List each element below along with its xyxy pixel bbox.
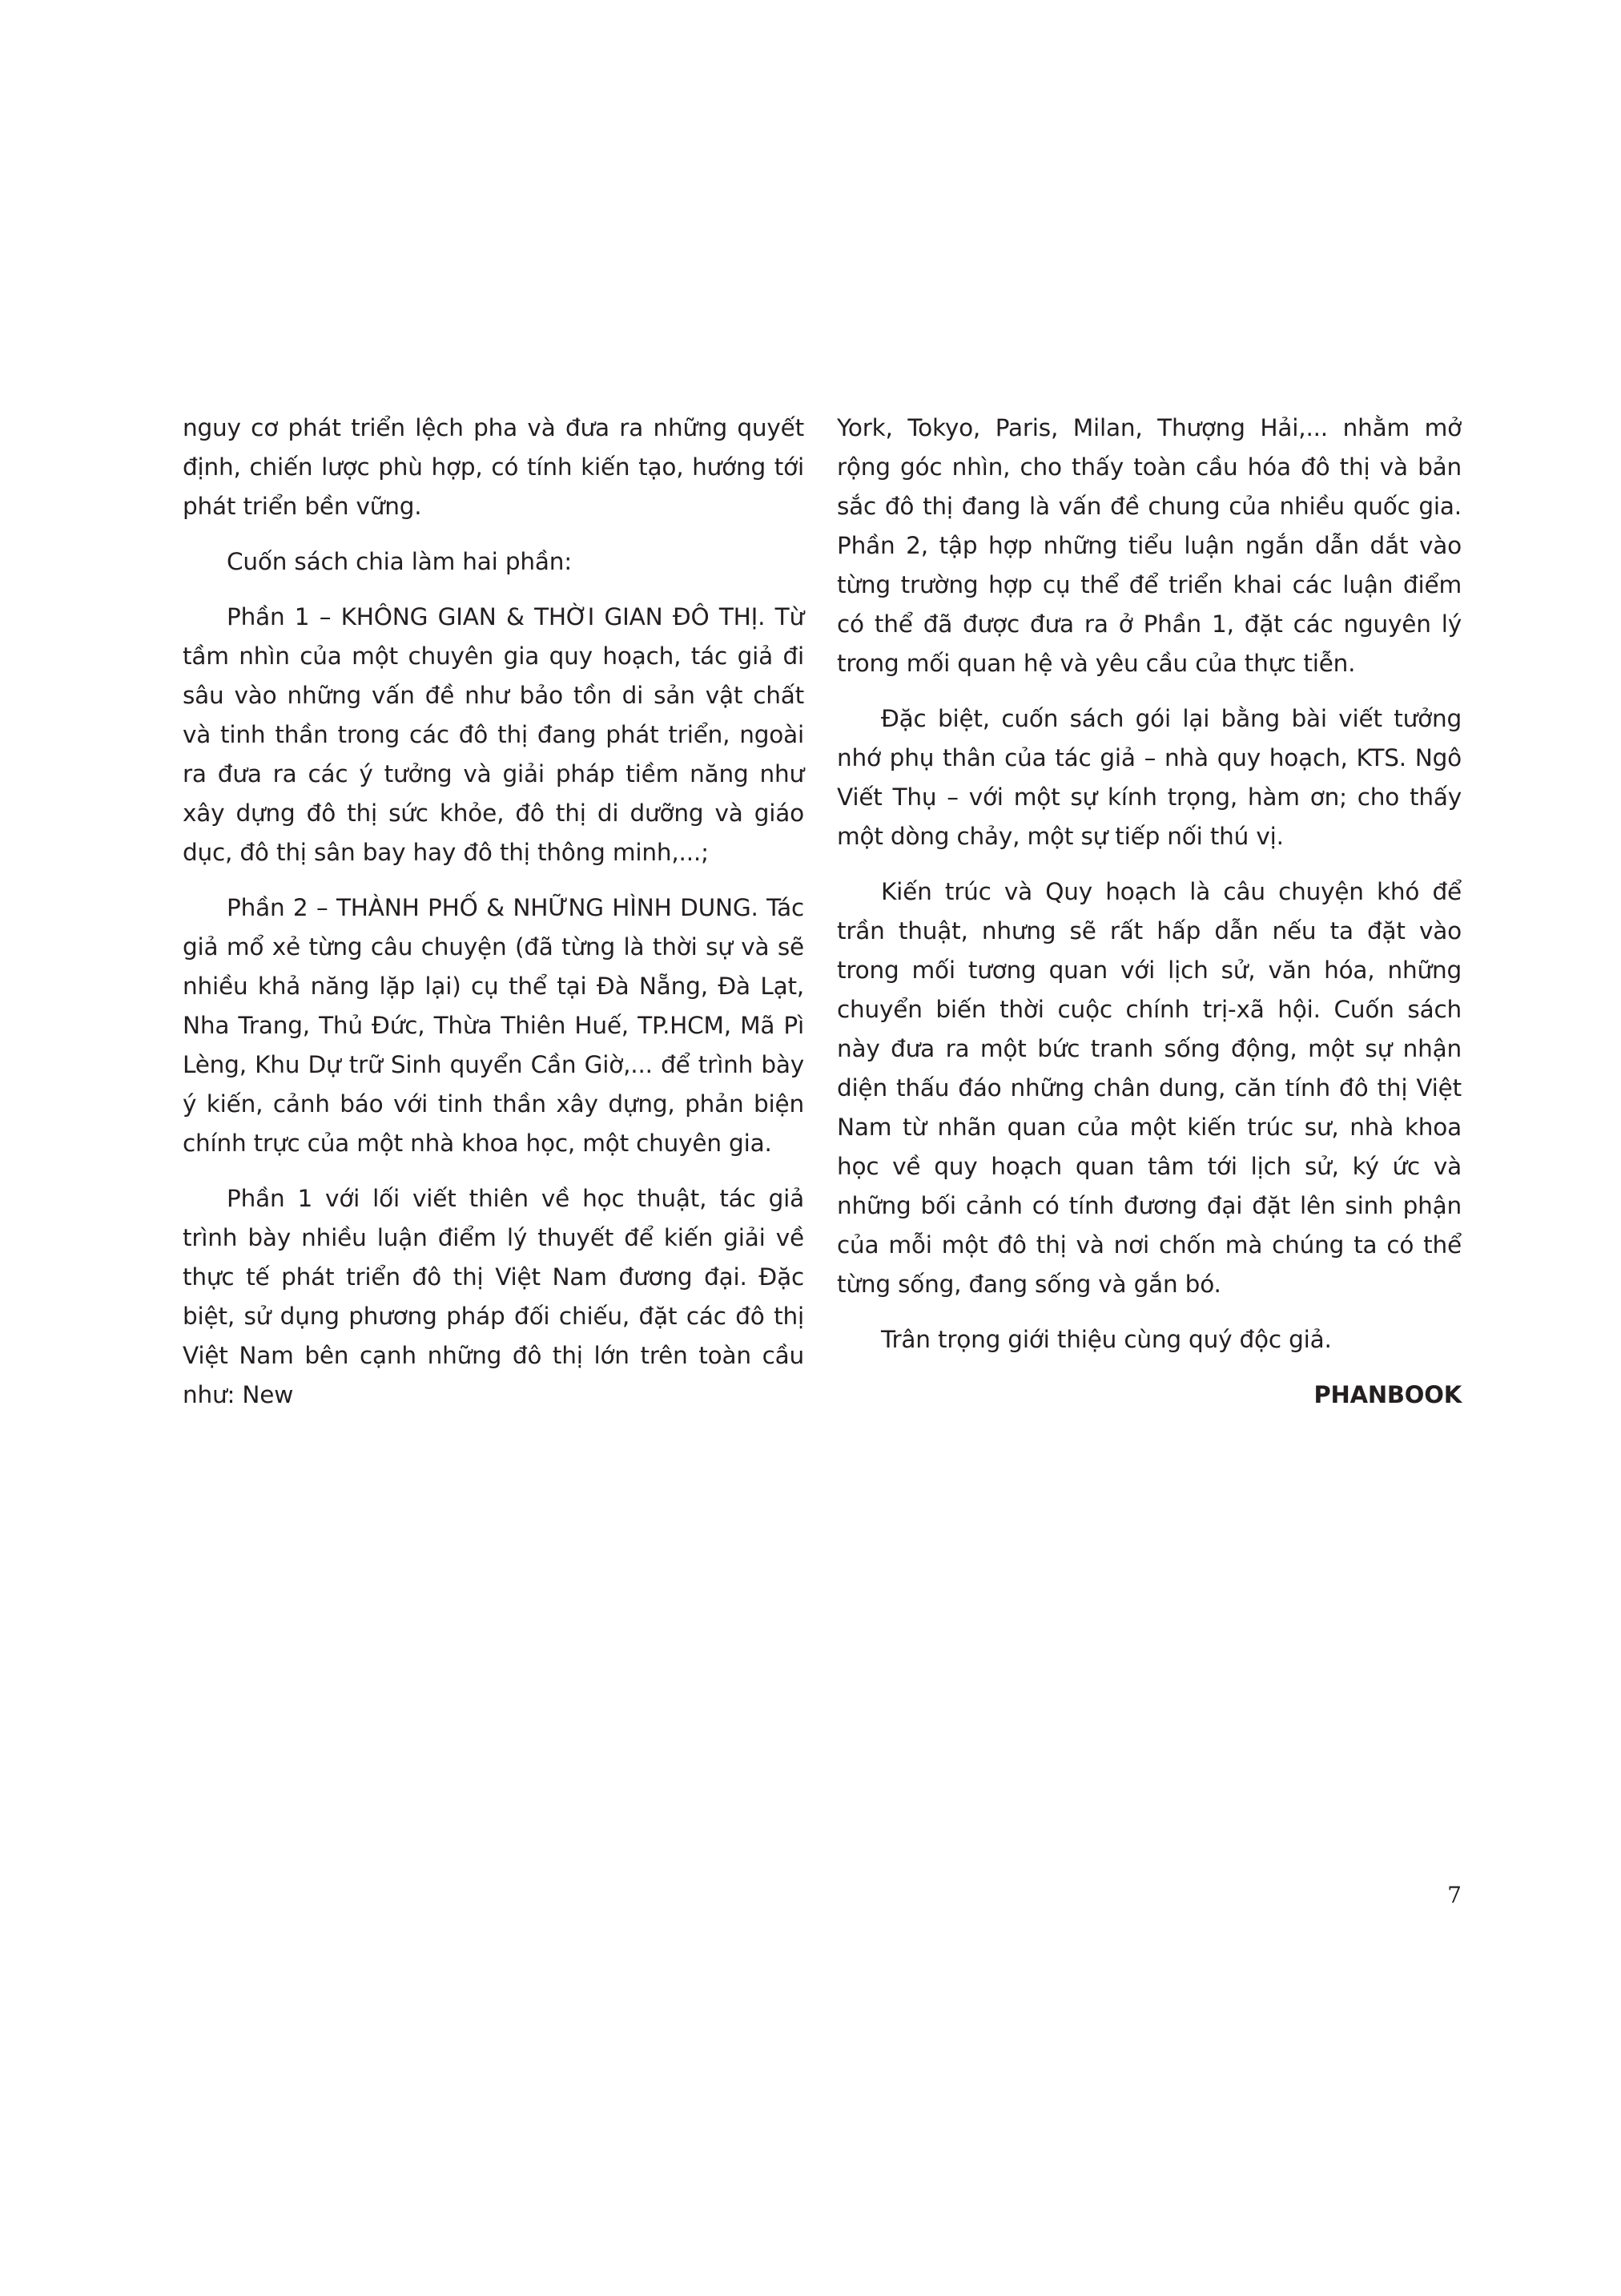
paragraph-book-structure: Cuốn sách chia làm hai phần: [227, 548, 572, 575]
paragraph-tribute: Đặc biệt, cuốn sách gói lại bằng bài viết tưởng nhớ phụ thân của tác giả – nhà quy hoạch, KTS. Ngô Viết Thụ – với một sự kính trọng, hàm ơn; cho thấy một dòng chảy, một sự tiếp nối thú vị. [837, 705, 1462, 850]
paragraph-continuation: nguy cơ phát triển lệch pha và đưa ra những quyết định, chiến lược phù hợp, có tính kiến tạo, hướng tới phát triển bền vững. [183, 414, 804, 520]
paragraph-introduction: Trân trọng giới thiệu cùng quý độc giả. [881, 1326, 1332, 1353]
paragraph-part-1-style: Phần 1 với lối viết thiên về học thuật, tác giả trình bày nhiều luận điểm lý thuyết để kiến giải về thực tế phát triển đô thị Việt Nam đương đại. Đặc biệt, sử dụng phương pháp đối chiếu, đặt các đô thị Việt Nam bên cạnh những đô thị lớn trên toàn cầu như: New [183, 1185, 804, 1408]
publisher-signature: PHANBOOK [1313, 1381, 1462, 1408]
page-number: 7 [1447, 1882, 1462, 1908]
paragraph-continuation-right: York, Tokyo, Paris, Milan, Thượng Hải,... nhằm mở rộng góc nhìn, cho thấy toàn cầu hóa đô thị và bản sắc đô thị đang là vấn đề chung của nhiều quốc gia. Phần 2, tập hợp những tiểu luận ngắn dẫn dắt vào từng trường hợp cụ thể để triển khai các luận điểm có thể đã được đưa ra ở Phần 1, đặt các nguyên lý trong mối quan hệ và yêu cầu của thực tiễn. [837, 414, 1462, 677]
left-text-column [183, 409, 804, 1431]
right-text-column [837, 409, 1462, 1415]
paragraph-architecture: Kiến trúc và Quy hoạch là câu chuyện khó để trần thuật, nhưng sẽ rất hấp dẫn nếu ta đặt vào trong mối tương quan với lịch sử, văn hóa, những chuyển biến thời cuộc chính trị-xã hội. Cuốn sách này đưa ra một bức tranh sống động, một sự nhận diện thấu đáo những chân dung, căn tính đô thị Việt Nam từ nhãn quan của một kiến trúc sư, nhà khoa học về quy hoạch quan tâm tới lịch sử, ký ức và những bối cảnh có tính đương đại đặt lên sinh phận của mỗi một đô thị và nơi chốn mà chúng ta có thể từng sống, đang sống và gắn bó. [837, 878, 1462, 1298]
paragraph-part-1: Phần 1 – KHÔNG GIAN & THỜI GIAN ĐÔ THỊ. Từ tầm nhìn của một chuyên gia quy hoạch, tác giả đi sâu vào những vấn đề như bảo tồn di sản vật chất và tinh thần trong các đô thị đang phát triển, ngoài ra đưa ra các ý tưởng và giải pháp tiềm năng như xây dựng đô thị sức khỏe, đô thị di dưỡng và giáo dục, đô thị sân bay hay đô thị thông minh,...; [183, 603, 804, 866]
paragraph-part-2: Phần 2 – THÀNH PHỐ & NHỮNG HÌNH DUNG. Tác giả mổ xẻ từng câu chuyện (đã từng là thời sự và sẽ nhiều khả năng lặp lại) cụ thể tại Đà Nẵng, Đà Lạt, Nha Trang, Thủ Đức, Thừa Thiên Huế, TP.HCM, Mã Pì Lèng, Khu Dự trữ Sinh quyển Cần Giờ,... để trình bày ý kiến, cảnh báo với tinh thần xây dựng, phản biện chính trực của một nhà khoa học, một chuyên gia. [183, 894, 804, 1157]
